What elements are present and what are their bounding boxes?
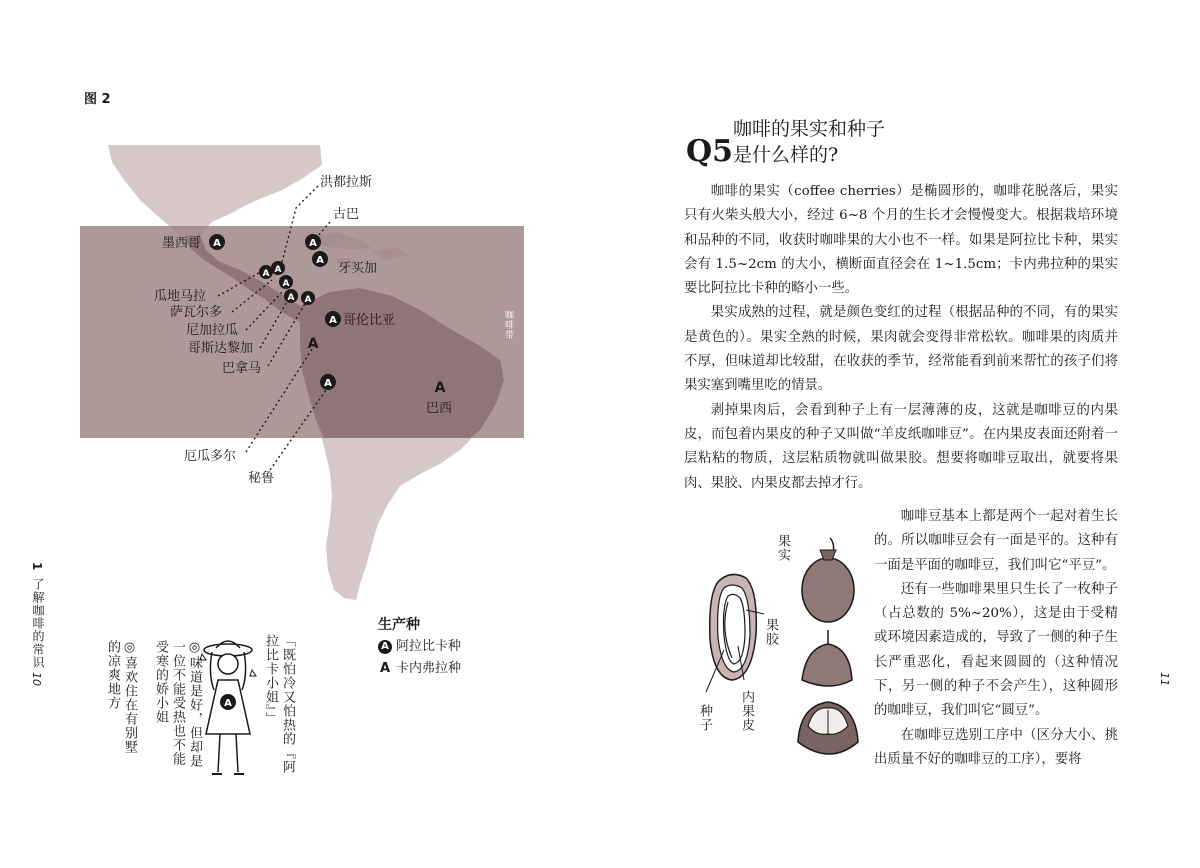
legend-robusta-icon: A (379, 661, 391, 676)
page-number-left: 10 (30, 672, 43, 686)
label-cuba: 古巴 (333, 207, 360, 222)
chapter-number: 1 (30, 562, 44, 572)
label-nicaragua: 尼加拉瓜 (186, 323, 239, 338)
page-number-right: 11 (1158, 672, 1171, 686)
question-number: Q5 (686, 134, 734, 169)
svg-text:A: A (304, 295, 312, 305)
chapter-title: 了解咖啡的常识 (31, 578, 45, 669)
svg-text:A: A (316, 255, 324, 266)
paragraph-4: 咖啡豆基本上都是两个一起对着生长的。所以咖啡豆会有一面是平的。这种有一面是平面的咖啡豆，我们叫它“平豆”。 (874, 509, 1118, 573)
figure-label: 图 2 (84, 92, 111, 107)
marker-robusta-brazil: A (434, 380, 446, 396)
arabica-lady-illustration (192, 634, 262, 784)
label-fruit: 果实 (775, 534, 790, 562)
svg-text:A: A (262, 269, 270, 279)
question-title-line1: 咖啡的果实和种子 (733, 118, 886, 140)
label-colombia: 哥伦比亚 (343, 313, 396, 328)
marker-robusta-peru: A (307, 336, 319, 352)
svg-text:A: A (287, 293, 295, 303)
body-side (874, 505, 1118, 772)
label-seed: 种子 (697, 704, 712, 732)
legend-arabica (378, 636, 461, 658)
legend-arabica-icon: A (378, 640, 392, 654)
paragraph-6: 在咖啡豆选别工序中（区分大小、挑出质量不好的咖啡豆的工序），要将 (874, 727, 1118, 767)
paragraph-2: 果实成熟的过程，就是颜色变红的过程（根据品种的不同，有的果实是黄色的）。果实全熟的时候，果肉就会变得非常松软。咖啡果的肉质并不厚，但味道却比较甜，在收获的季节，经常能看到前来帮忙的孩子们将果实塞到嘴里吃的情景。 (684, 305, 1118, 394)
svg-text:A: A (309, 238, 317, 249)
legend-robusta (378, 658, 461, 680)
label-honduras: 洪都拉斯 (320, 175, 373, 190)
question-title (733, 116, 885, 168)
paragraph-1: 咖啡的果实（coffee cherries）是椭圆形的，咖啡花脱落后，果实只有火柴头般大小，经过 6~8 个月的生长才会慢慢变大。根据栽培环境和品种的不同，收获时咖啡果的大小也不一样。如果是阿拉比卡种，果实会有 1.5~2cm 的大小，横断面直径会在 1~1.5cm；卡内弗拉种的果实要比阿拉比卡种的略小一些。 (684, 184, 1118, 297)
label-panama: 巴拿马 (222, 361, 262, 376)
label-peru: 秘鲁 (248, 471, 275, 486)
girl-badge: A (224, 698, 232, 709)
legend-arabica-label: 阿拉比卡种 (396, 639, 462, 654)
coffee-cherry-diagram (690, 530, 870, 780)
paragraph-3: 剥掉果肉后，会看到种子上有一层薄薄的皮，这就是咖啡豆的内果皮，而包着内果皮的种子又叫做“羊皮纸咖啡豆”。在内果皮表面还附着一层粘粘的物质，这层粘质物就叫做果胶。想要将咖啡豆取出，就要将果肉、果胶、内果皮都去掉才行。 (684, 402, 1118, 491)
legend-robusta-label: 卡内弗拉种 (396, 661, 462, 676)
svg-text:A: A (274, 265, 282, 275)
svg-text:A: A (213, 238, 221, 249)
note-taste: ◎味道是好，但却是一位不能受热也不能受寒的娇小姐 (153, 640, 202, 768)
belt-label: 咖啡带 (503, 310, 513, 340)
paragraph-5: 还有一些咖啡果里只生长了一枚种子（占总数的 5%~20%），这是由于受精或环境因素造成的，导致了一侧的种子生长严重恶化，看起来圆圆的（这种情况下，另一侧的种子不会产生），这种圆形的咖啡豆，我们叫它“圆豆”。 (874, 581, 1118, 719)
label-salvador: 萨瓦尔多 (170, 305, 223, 320)
note-villa: ◎喜欢住在有别墅的凉爽地方 (105, 640, 137, 754)
question-title-line2: 是什么样的? (733, 144, 839, 166)
label-parchment: 内果皮 (739, 690, 754, 732)
legend (378, 614, 461, 680)
svg-text:A: A (324, 378, 332, 389)
label-costarica: 哥斯达黎加 (188, 341, 254, 356)
label-ecuador: 厄瓜多尔 (184, 449, 237, 464)
label-guatemala: 瓜地马拉 (154, 289, 207, 304)
svg-text:A: A (282, 279, 290, 289)
label-jamaica: 牙买加 (338, 261, 378, 276)
legend-title: 生产种 (378, 617, 420, 633)
svg-text:A: A (329, 315, 337, 326)
label-brazil: 巴西 (426, 401, 453, 416)
body-main (684, 180, 1118, 496)
label-mexico: 墨西哥 (162, 236, 202, 251)
speech-caption: 「既怕冷又怕热的『阿拉比卡小姐』」 (263, 634, 295, 774)
label-mucilage: 果胶 (763, 618, 778, 646)
